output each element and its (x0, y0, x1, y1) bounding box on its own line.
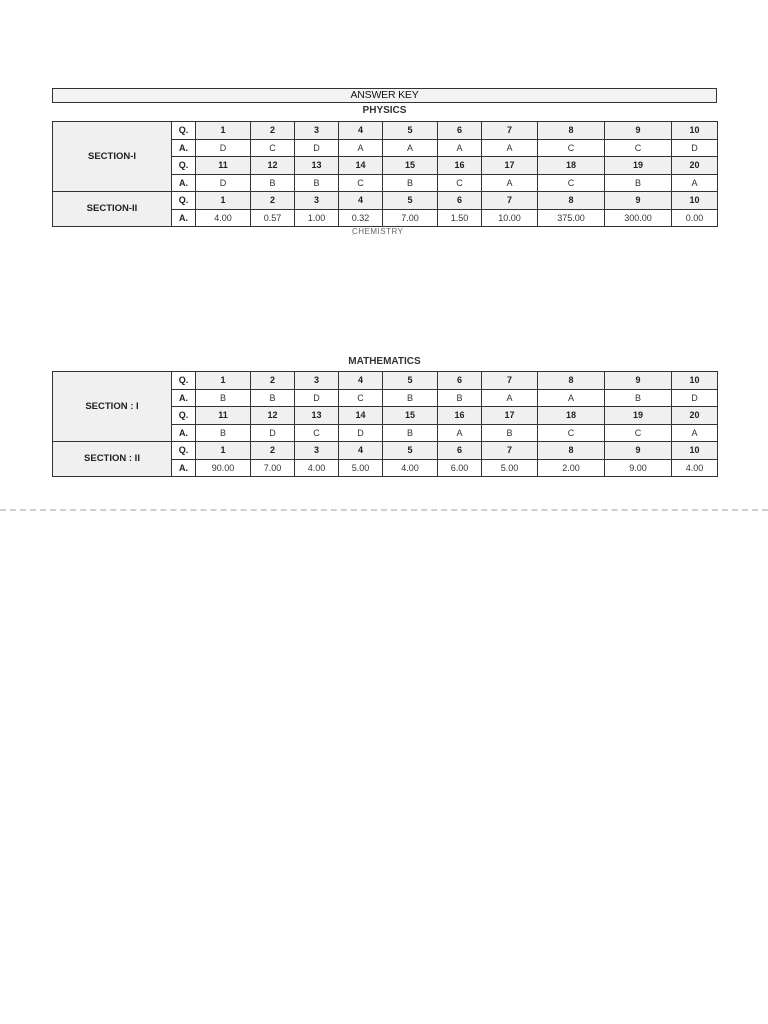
answer-cell: B (605, 389, 672, 407)
question-row-label: Q. (172, 157, 196, 175)
question-number-cell: 6 (438, 122, 482, 140)
question-number-cell: 8 (538, 442, 605, 460)
answer-cell: C (605, 139, 672, 157)
answer-cell: A (672, 424, 718, 442)
answer-cell: D (295, 139, 339, 157)
question-number-cell: 1 (196, 192, 251, 210)
answer-cell: 5.00 (339, 459, 383, 477)
answer-cell: B (295, 174, 339, 192)
question-number-cell: 8 (538, 372, 605, 390)
answer-cell: 4.00 (672, 459, 718, 477)
answer-cell: 0.32 (339, 209, 383, 227)
section-label: SECTION : II (53, 442, 172, 477)
question-number-cell: 15 (383, 157, 438, 175)
question-number-cell: 16 (438, 157, 482, 175)
answer-cell: 1.00 (295, 209, 339, 227)
question-number-cell: 12 (251, 407, 295, 425)
answer-cell: A (339, 139, 383, 157)
answer-row-label: A. (172, 424, 196, 442)
page-break-divider (0, 509, 768, 511)
answer-cell: A (482, 174, 538, 192)
question-number-cell: 14 (339, 157, 383, 175)
answer-cell: A (383, 139, 438, 157)
question-number-row (53, 192, 718, 210)
question-number-cell: 16 (438, 407, 482, 425)
answer-cell: 6.00 (438, 459, 482, 477)
answer-cell: D (196, 139, 251, 157)
answer-row-label: A. (172, 459, 196, 477)
answer-cell: 7.00 (383, 209, 438, 227)
question-number-cell: 5 (383, 372, 438, 390)
answer-cell: 2.00 (538, 459, 605, 477)
answer-cell: 4.00 (383, 459, 438, 477)
question-row-label: Q. (172, 442, 196, 460)
answer-key-title: ANSWER KEY (52, 88, 717, 103)
answer-cell: C (538, 139, 605, 157)
question-number-cell: 12 (251, 157, 295, 175)
question-row-label: Q. (172, 122, 196, 140)
question-number-cell: 2 (251, 192, 295, 210)
question-number-cell: 4 (339, 442, 383, 460)
answer-cell: B (196, 424, 251, 442)
question-number-cell: 20 (672, 157, 718, 175)
answer-cell: B (251, 389, 295, 407)
answer-cell: C (538, 424, 605, 442)
question-number-cell: 11 (196, 407, 251, 425)
question-number-row (53, 122, 718, 140)
answer-cell: B (482, 424, 538, 442)
answer-cell: B (196, 389, 251, 407)
answer-cell: C (438, 174, 482, 192)
question-number-cell: 9 (605, 192, 672, 210)
answer-row-label: A. (172, 174, 196, 192)
question-number-cell: 1 (196, 372, 251, 390)
answer-row-label: A. (172, 139, 196, 157)
question-number-cell: 4 (339, 372, 383, 390)
answer-cell: 7.00 (251, 459, 295, 477)
answer-cell: B (383, 174, 438, 192)
question-number-cell: 20 (672, 407, 718, 425)
question-number-cell: 10 (672, 192, 718, 210)
answer-cell: 10.00 (482, 209, 538, 227)
answer-cell: B (251, 174, 295, 192)
answer-cell: 9.00 (605, 459, 672, 477)
question-number-cell: 3 (295, 372, 339, 390)
question-number-cell: 2 (251, 442, 295, 460)
question-number-cell: 6 (438, 372, 482, 390)
question-number-cell: 9 (605, 122, 672, 140)
question-number-cell: 5 (383, 122, 438, 140)
question-number-row (53, 442, 718, 460)
question-number-cell: 6 (438, 192, 482, 210)
answer-cell: D (339, 424, 383, 442)
question-number-cell: 6 (438, 442, 482, 460)
question-number-cell: 7 (482, 372, 538, 390)
answer-cell: C (339, 389, 383, 407)
answer-cell: C (339, 174, 383, 192)
question-number-cell: 1 (196, 442, 251, 460)
section-label: SECTION-II (53, 192, 172, 227)
mathematics-heading: MATHEMATICS (348, 356, 421, 367)
question-number-cell: 9 (605, 442, 672, 460)
answer-cell: D (295, 389, 339, 407)
question-number-cell: 8 (538, 192, 605, 210)
answer-cell: B (383, 424, 438, 442)
question-number-cell: 4 (339, 122, 383, 140)
answer-cell: A (438, 424, 482, 442)
answer-cell: 4.00 (295, 459, 339, 477)
answer-row-label: A. (172, 209, 196, 227)
answer-cell: A (482, 139, 538, 157)
physics-answer-table (52, 121, 718, 227)
question-number-cell: 2 (251, 122, 295, 140)
question-number-cell: 10 (672, 442, 718, 460)
stray-mark: ` (352, 235, 354, 241)
question-number-cell: 3 (295, 192, 339, 210)
question-number-cell: 19 (605, 157, 672, 175)
answer-cell: A (482, 389, 538, 407)
question-number-cell: 7 (482, 442, 538, 460)
answer-cell: D (196, 174, 251, 192)
answer-cell: 90.00 (196, 459, 251, 477)
answer-cell: 300.00 (605, 209, 672, 227)
answer-cell: D (251, 424, 295, 442)
answer-cell: C (538, 174, 605, 192)
answer-cell: A (438, 139, 482, 157)
question-number-cell: 18 (538, 157, 605, 175)
answer-cell: A (538, 389, 605, 407)
answer-cell: 4.00 (196, 209, 251, 227)
question-number-cell: 18 (538, 407, 605, 425)
answer-cell: B (605, 174, 672, 192)
question-number-cell: 11 (196, 157, 251, 175)
physics-heading: PHYSICS (362, 105, 407, 116)
question-number-cell: 13 (295, 407, 339, 425)
answer-cell: 0.57 (251, 209, 295, 227)
answer-cell: 1.50 (438, 209, 482, 227)
answer-cell: 5.00 (482, 459, 538, 477)
question-number-cell: 2 (251, 372, 295, 390)
question-number-cell: 7 (482, 122, 538, 140)
question-number-cell: 3 (295, 122, 339, 140)
answer-row-label: A. (172, 389, 196, 407)
question-number-cell: 4 (339, 192, 383, 210)
question-row-label: Q. (172, 192, 196, 210)
section-label: SECTION-I (53, 122, 172, 192)
clipped-heading-artifact: CHEMISTRY (352, 228, 404, 234)
question-number-cell: 8 (538, 122, 605, 140)
mathematics-answer-table (52, 371, 718, 477)
question-number-cell: 1 (196, 122, 251, 140)
question-number-cell: 5 (383, 442, 438, 460)
question-number-cell: 13 (295, 157, 339, 175)
answer-cell: 0.00 (672, 209, 718, 227)
answer-cell: B (438, 389, 482, 407)
question-number-cell: 17 (482, 157, 538, 175)
answer-cell: C (251, 139, 295, 157)
question-number-cell: 14 (339, 407, 383, 425)
answer-cell: 375.00 (538, 209, 605, 227)
answer-cell: B (383, 389, 438, 407)
question-number-cell: 3 (295, 442, 339, 460)
section-label: SECTION : I (53, 372, 172, 442)
question-number-cell: 7 (482, 192, 538, 210)
answer-cell: D (672, 139, 718, 157)
question-number-cell: 15 (383, 407, 438, 425)
question-number-row (53, 372, 718, 390)
question-row-label: Q. (172, 372, 196, 390)
answer-cell: A (672, 174, 718, 192)
question-number-cell: 5 (383, 192, 438, 210)
question-row-label: Q. (172, 407, 196, 425)
answer-cell: C (605, 424, 672, 442)
answer-cell: D (672, 389, 718, 407)
question-number-cell: 10 (672, 372, 718, 390)
question-number-cell: 19 (605, 407, 672, 425)
answer-cell: C (295, 424, 339, 442)
question-number-cell: 9 (605, 372, 672, 390)
question-number-cell: 10 (672, 122, 718, 140)
question-number-cell: 17 (482, 407, 538, 425)
